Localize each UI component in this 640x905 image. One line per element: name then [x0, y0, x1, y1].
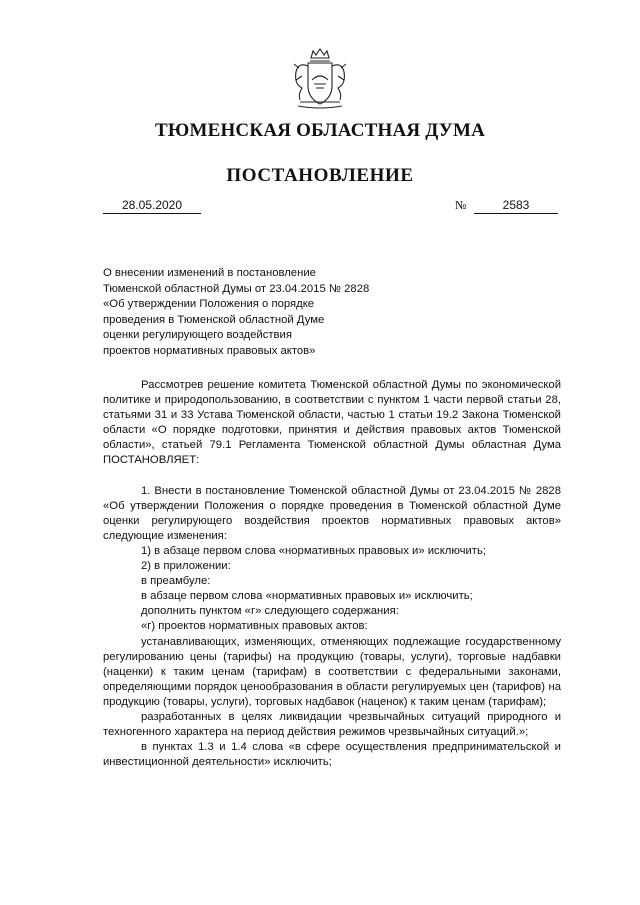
document-subject — [103, 266, 403, 360]
document-body — [103, 378, 561, 770]
body-paragraph: в преамбуле: — [141, 575, 211, 588]
document-date: 28.05.2020 — [103, 198, 201, 214]
subject-line: О внесении изменений в постановление — [103, 267, 316, 279]
body-paragraph: разработанных в целях ликвидации чрезвычайных ситуаций природного и техногенного характера на период действия режимов чрезвычайных ситуаций.»; — [103, 710, 561, 739]
preamble-paragraph: Рассмотрев решение комитета Тюменской областной Думы по экономической политике и природопользованию, в соответствии с пунктом 1 части первой статьи 28, статьями 31 и 33 Устава Тюменской области, частью 1 статьи 19.2 Закона Тюменской области «О порядке подготовки, принятия и действия правовых актов Тюменской области», статьей 79.1 Регламента Тюменской областной Думы областная Дума ПОСТАНОВЛЯЕТ: — [103, 379, 561, 467]
subject-line: оценки регулирующего воздействия — [103, 329, 292, 342]
body-paragraph: в абзаце первом слова «нормативных правовых и» исключить; — [141, 590, 473, 603]
number-sign: № — [455, 198, 467, 212]
document-number: 2583 — [474, 198, 558, 214]
body-paragraph: 1) в абзаце первом слова «нормативных правовых и» исключить; — [141, 544, 486, 557]
body-paragraph: 1. Внести в постановление Тюменской областной Думы от 23.04.2015 № 2828 «Об утверждении Положения о порядке проведения в Тюменской областной Думе оценки регулирующего воздействия проектов нормативных правовых актов» следующие изменения: — [103, 484, 561, 542]
body-paragraph: 2) в приложении: — [141, 560, 231, 573]
body-paragraph: «г) проектов нормативных правовых актов: — [141, 620, 368, 633]
subject-line: «Об утверждении Положения о порядке — [103, 298, 315, 311]
subject-line: Тюменской областной Думы от 23.04.2015 № 2828 — [103, 282, 370, 295]
subject-line: проектов нормативных правовых актов» — [103, 344, 316, 357]
coat-of-arms-icon — [284, 42, 356, 114]
body-paragraph: дополнить пунктом «г» следующего содержания: — [141, 605, 399, 618]
body-paragraph: устанавливающих, изменяющих, отменяющих подлежащие государственному регулированию цены (тарифы) на продукцию (товары, услуги), торговые надбавки (наценки) к таким ценам (тарифам) в соответствии с федеральными законами, определяющими порядок ценообразования в области регулируемых цен (тарифов) на продукцию (товары, услуги), торговых надбавок (наценок) к таким ценам (тарифам); — [103, 635, 561, 708]
subject-line: проведения в Тюменской областной Думе — [103, 313, 325, 326]
organization-title: ТЮМЕНСКАЯ ОБЛАСТНАЯ ДУМА — [154, 120, 485, 141]
document-type: ПОСТАНОВЛЕНИЕ — [226, 165, 414, 186]
body-paragraph: в пунктах 1.3 и 1.4 слова «в сфере осуществления предпринимательской и инвестиционной деятельности» исключить; — [103, 741, 561, 769]
